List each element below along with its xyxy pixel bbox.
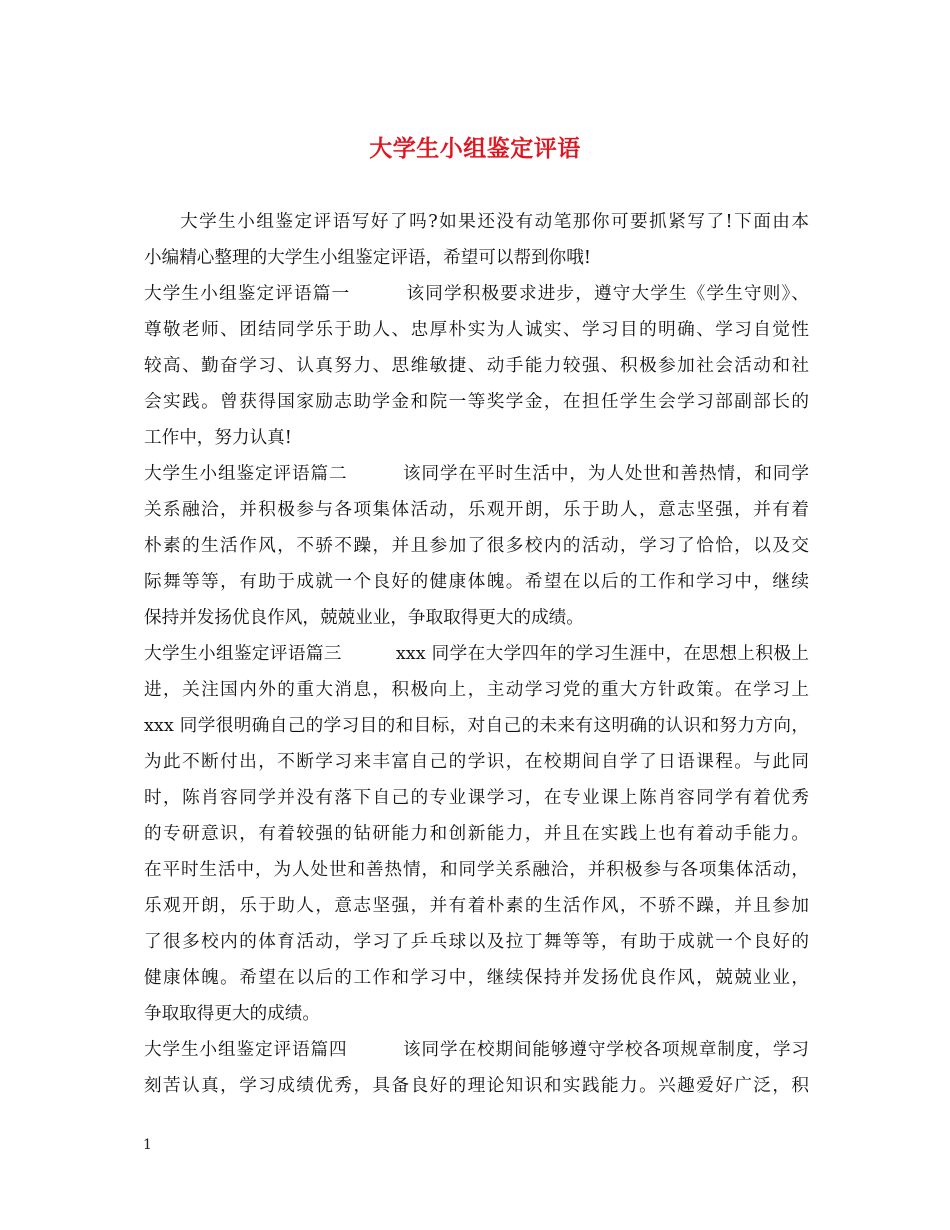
text-line: 会实践。曾获得国家励志助学金和院一等奖学金，在担任学生会学习部副部长的 [144, 392, 809, 412]
text-line: 的专研意识，有着较强的钻研能力和创新能力，并且在实践上也有着动手能力。 [144, 824, 809, 844]
text-line: 较高、勤奋学习、认真努力、思维敏捷、动手能力较强、积极参加社会活动和社 [144, 356, 809, 376]
text-line: 尊敬老师、团结同学乐于助人、忠厚朴实为人诚实、学习目的明确、学习自觉性 [144, 320, 809, 340]
text-line: 刻苦认真，学习成绩优秀，具备良好的理论知识和实践能力。兴趣爱好广泛，积 [144, 1076, 809, 1096]
text-line: 大学生小组鉴定评语篇一 该同学积极要求进步，遵守大学生《学生守则》、 [144, 284, 809, 304]
text-line: 乐观开朗，乐于助人，意志坚强，并有着朴素的生活作风，不骄不躁，并且参加 [144, 896, 809, 916]
text-line: 了很多校内的体育活动，学习了乒乓球以及拉丁舞等等，有助于成就一个良好的 [144, 932, 809, 952]
text-line: 在平时生活中，为人处世和善热情，和同学关系融洽，并积极参与各项集体活动， [144, 860, 809, 880]
text-line: 进，关注国内外的重大消息，积极向上，主动学习党的重大方针政策。在学习上 [144, 680, 809, 700]
text-line: 工作中，努力认真! [144, 428, 292, 448]
text-line: 小编精心整理的大学生小组鉴定评语，希望可以帮到你哦! [144, 248, 591, 268]
document-title: 大学生小组鉴定评语 [369, 135, 581, 162]
text-line: 争取取得更大的成绩。 [144, 1004, 320, 1024]
text-line: 为此不断付出，不断学习来丰富自己的学识，在校期间自学了日语课程。与此同 [144, 752, 809, 772]
text-line: 际舞等等，有助于成就一个良好的健康体魄。希望在以后的工作和学习中，继续 [144, 572, 809, 592]
text-line: 保持并发扬优良作风，兢兢业业，争取取得更大的成绩。 [144, 608, 584, 628]
text-line: 朴素的生活作风，不骄不躁，并且参加了很多校内的活动，学习了恰恰，以及交 [144, 536, 809, 556]
text-line: 健康体魄。希望在以后的工作和学习中，继续保持并发扬优良作风，兢兢业业， [144, 968, 809, 988]
text-line: 关系融洽，并积极参与各项集体活动，乐观开朗，乐于助人，意志坚强，并有着 [144, 500, 809, 520]
text-line: 大学生小组鉴定评语篇四 该同学在校期间能够遵守学校各项规章制度，学习 [144, 1040, 809, 1060]
text-line: xxx 同学很明确自己的学习目的和目标，对自己的未来有这明确的认识和努力方向， [144, 716, 809, 736]
text-line: 大学生小组鉴定评语篇二 该同学在平时生活中，为人处世和善热情，和同学 [144, 464, 809, 484]
page-number: 1 [143, 1137, 152, 1153]
text-line: 大学生小组鉴定评语写好了吗?如果还没有动笔那你可要抓紧写了!下面由本 [180, 212, 809, 232]
text-line: 大学生小组鉴定评语篇三 xxx 同学在大学四年的学习生涯中，在思想上积极上 [144, 644, 809, 664]
text-line: 时，陈肖容同学并没有落下自己的专业课学习，在专业课上陈肖容同学有着优秀 [144, 788, 809, 808]
